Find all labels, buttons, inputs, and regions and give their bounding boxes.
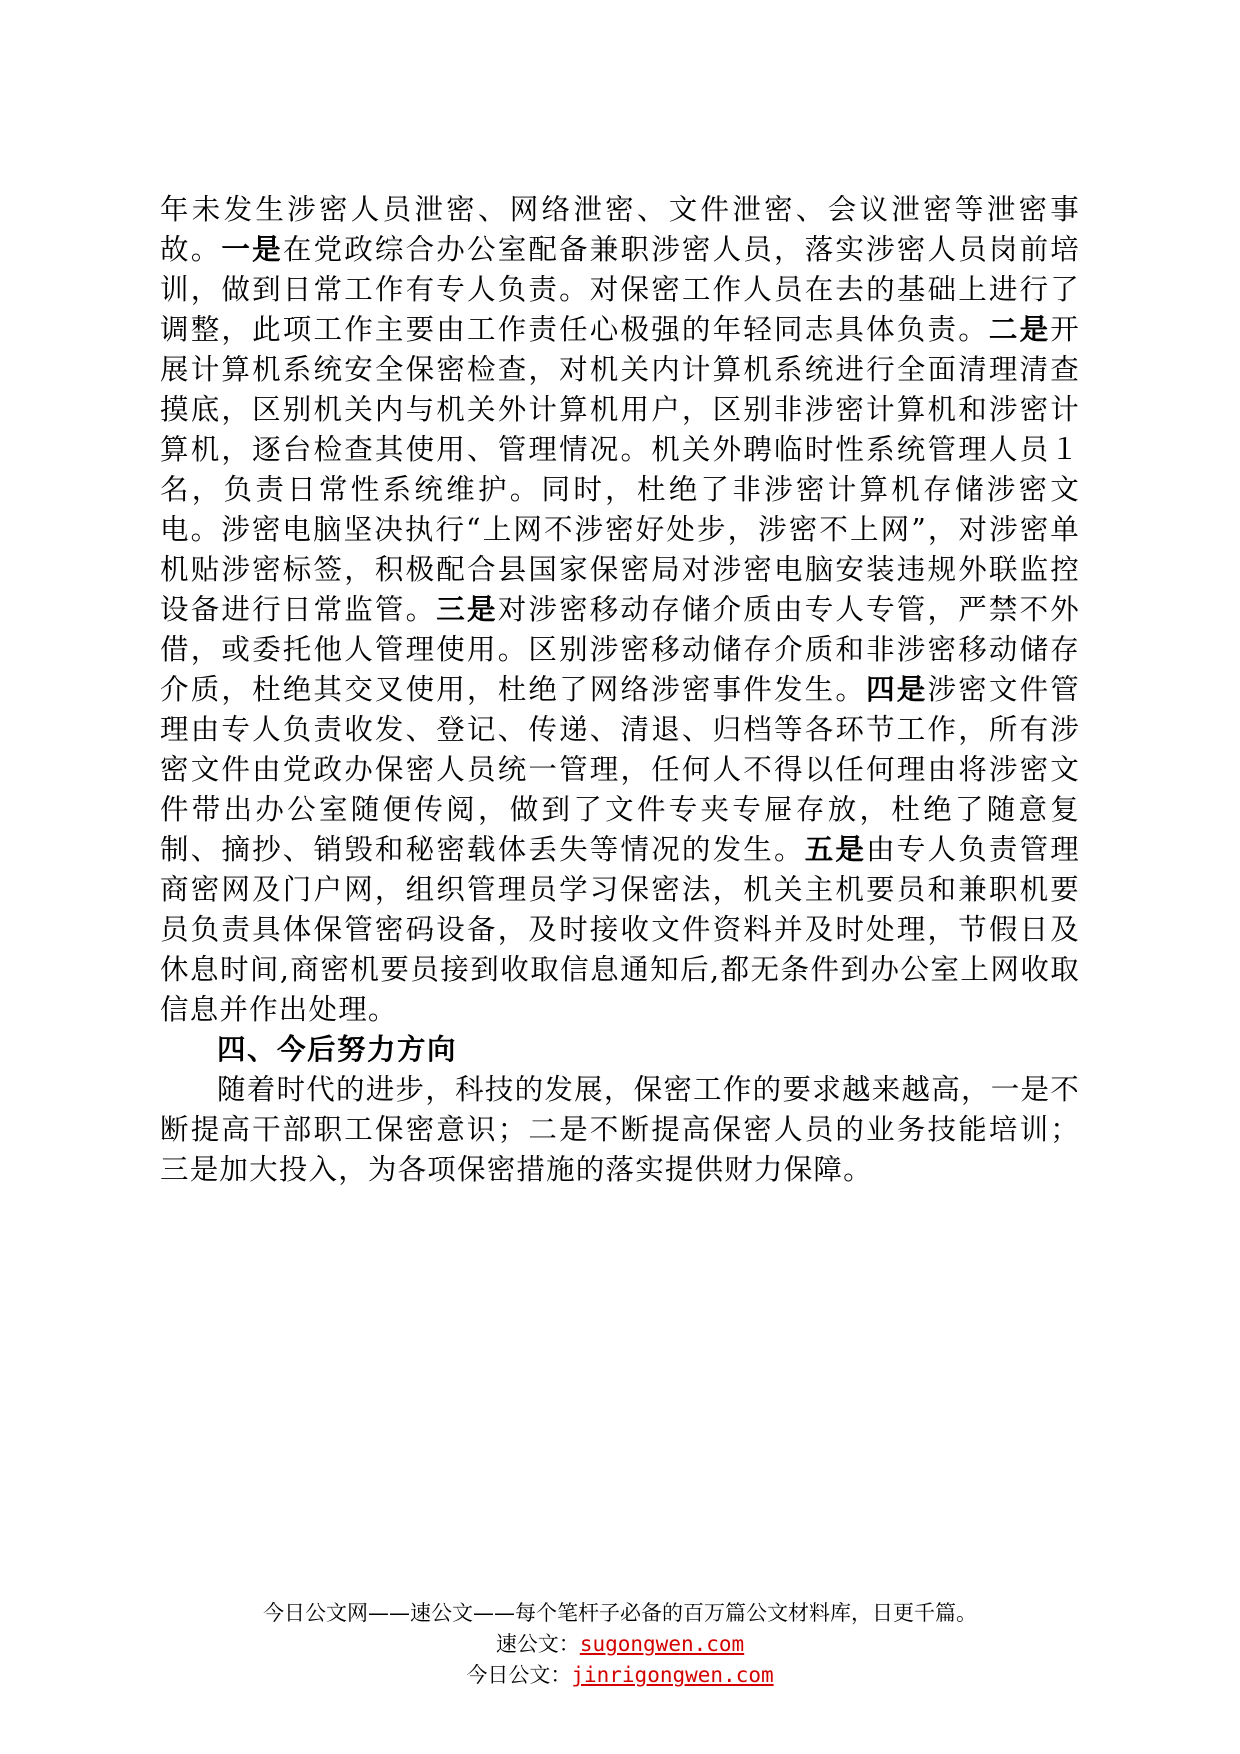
bold-lead-text: 二是	[988, 313, 1051, 346]
footer-line-sugongwen	[0, 1629, 1240, 1660]
bold-lead-text: 五是	[804, 833, 867, 866]
body-paragraph	[160, 190, 1080, 1030]
paragraph-text: 涉密文件管理由专人负责收发、登记、传递、清退、归档等各环节工作，所有涉密文件由党政办保密人员统一管理，任何人不得以任何理由将涉密文件带出办公室随便传阅，做到了文件专夹专屉存放，杜绝了随意复制、摘抄、销毁和秘密载体丢失等情况的发生。	[160, 673, 1080, 866]
promo-footer	[0, 1598, 1240, 1691]
paragraph-text: 年未发生涉密人员泄密、网络泄密、文件泄密、会议泄密等泄密事故。	[160, 193, 1080, 266]
footer-label: 今日公文：	[466, 1663, 572, 1687]
footer-line-jinrigongwen	[0, 1660, 1240, 1691]
bold-lead-text: 三是	[436, 593, 498, 626]
footer-label: 速公文：	[495, 1632, 580, 1656]
paragraph-text: 在党政综合办公室配备兼职涉密人员，落实涉密人员岗前培训，做到日常工作有专人负责。对保密工作人员在去的基础上进行了调整，此项工作主要由工作责任心极强的年轻同志具体负责。	[160, 233, 1081, 346]
jinrigongwen-link[interactable]: jinrigongwen.com	[571, 1663, 774, 1687]
sugongwen-link[interactable]: sugongwen.com	[579, 1632, 745, 1656]
footer-slogan: 今日公文网——速公文——每个笔杆子必备的百万篇公文材料库，日更千篇。	[263, 1601, 977, 1625]
bold-lead-text: 一是	[221, 233, 283, 266]
paragraph-text: 由专人负责管理商密网及门户网，组织管理员学习保密法，机关主机要员和兼职机要员负责具体保管密码设备，及时接收文件资料并及时处理，节假日及休息时间,商密机要员接到收取信息通知后,都无条件到办公室上网收取信息并作出处理。	[160, 833, 1081, 1026]
paragraph-text: 对涉密移动存储介质由专人专管，严禁不外借，或委托他人管理使用。区别涉密移动储存介质和非涉密移动储存介质，杜绝其交叉使用，杜绝了网络涉密事件发生。	[160, 593, 1080, 706]
section-heading: 四、今后努力方向	[217, 1033, 458, 1066]
paragraph-text: 开展计算机系统安全保密检查，对机关内计算机系统进行全面清理清查摸底，区别机关内与机关外计算机用户，区别非涉密计算机和涉密计算机，逐台检查其使用、管理情况。机关外聘临时性系统管理人员１名，负责日常性系统维护。同时，杜绝了非涉密计算机存储涉密文电。涉密电脑坚决执行“上网不涉密好处步，涉密不上网”，对涉密单机贴涉密标签，积极配合县国家保密局对涉密电脑安装违规外联监控设备进行日常监管。	[160, 313, 1080, 626]
bold-lead-text: 四是	[866, 673, 928, 706]
body-paragraph: 随着时代的进步，科技的发展，保密工作的要求越来越高，一是不断提高干部职工保密意识；二是不断提高保密人员的业务技能培训；三是加大投入，为各项保密措施的落实提供财力保障。	[160, 1073, 1080, 1186]
document-body	[160, 190, 1080, 1190]
